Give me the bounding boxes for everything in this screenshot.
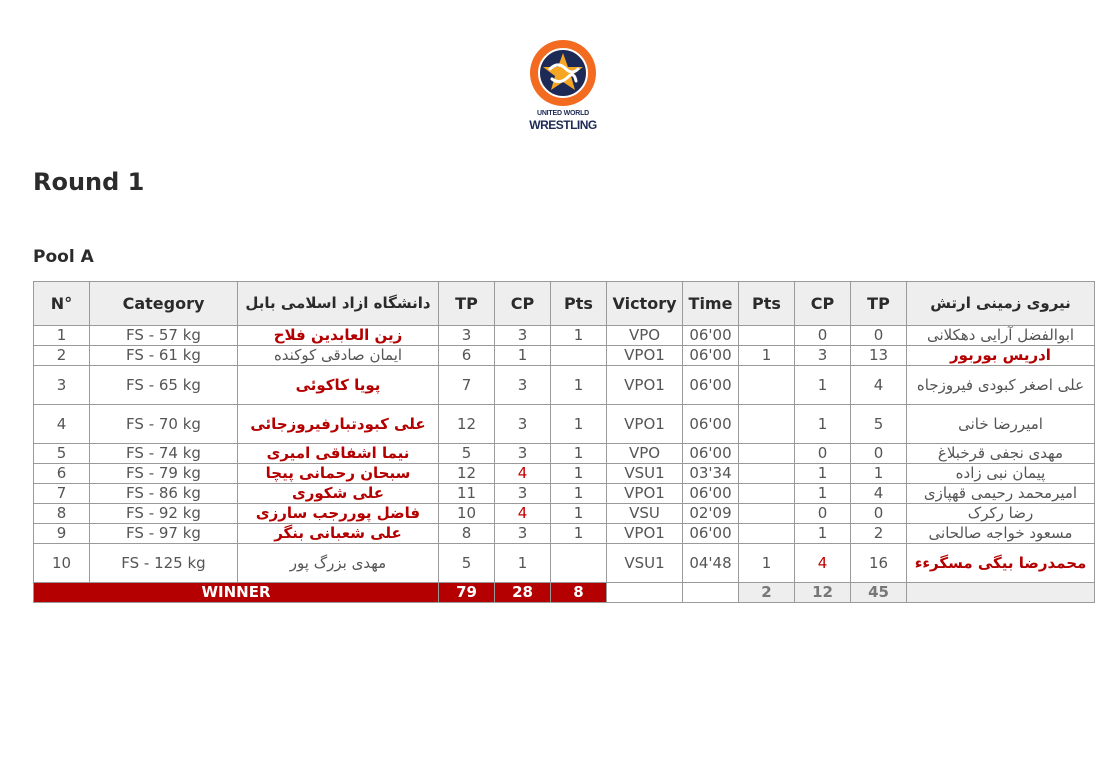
total-time	[683, 583, 739, 603]
cell-wrestler2: علی اصغر کبودی فیروزجاه	[907, 366, 1095, 405]
cell-victory: VPO1	[607, 346, 683, 366]
uww-logo	[528, 39, 598, 134]
cell-tp2: 2	[851, 524, 907, 544]
cell-wrestler1: علی کبودتبارفیروزجائی	[238, 405, 439, 444]
cell-tp2: 0	[851, 504, 907, 524]
total-pts1: 8	[551, 583, 607, 603]
cell-wrestler1: علی شعبانی بنگر	[238, 524, 439, 544]
cell-pts2: 1	[739, 544, 795, 583]
cell-wrestler2: رضا رکرک	[907, 504, 1095, 524]
cell-cp2: 1	[795, 405, 851, 444]
cell-category: FS - 79 kg	[90, 464, 238, 484]
cell-wrestler1: سبحان رحمانی پیچا	[238, 464, 439, 484]
total-pts2: 2	[739, 583, 795, 603]
cell-pts1: 1	[551, 405, 607, 444]
cell-cp1: 3	[495, 405, 551, 444]
cell-wrestler1: زین العابدین فلاح	[238, 326, 439, 346]
table-header-row	[34, 282, 1095, 326]
total-cp1: 28	[495, 583, 551, 603]
cell-category: FS - 65 kg	[90, 366, 238, 405]
table-row	[34, 366, 1095, 405]
logo-line1: UNITED WORLD	[536, 110, 590, 117]
table-row	[34, 444, 1095, 464]
cell-time: 02'09	[683, 504, 739, 524]
cell-wrestler1: فاضل پوررجب سارزی	[238, 504, 439, 524]
cell-no: 5	[34, 444, 90, 464]
cell-cp2: 3	[795, 346, 851, 366]
cell-cp1: 3	[495, 444, 551, 464]
cell-category: FS - 92 kg	[90, 504, 238, 524]
total-tp1: 79	[439, 583, 495, 603]
cell-tp2: 4	[851, 366, 907, 405]
cell-no: 3	[34, 366, 90, 405]
cell-cp2: 1	[795, 464, 851, 484]
cell-wrestler2: مسعود خواجه صالحانی	[907, 524, 1095, 544]
total-team2	[907, 583, 1095, 603]
cell-victory: VPO	[607, 444, 683, 464]
cell-cp2: 1	[795, 484, 851, 504]
header-category: Category	[90, 282, 238, 326]
pool-title: Pool A	[33, 247, 94, 267]
cell-no: 1	[34, 326, 90, 346]
cell-pts2	[739, 405, 795, 444]
total-victory	[607, 583, 683, 603]
results-table	[33, 281, 1095, 603]
cell-no: 8	[34, 504, 90, 524]
round-title: Round 1	[33, 168, 145, 196]
cell-pts1: 1	[551, 326, 607, 346]
table-row	[34, 504, 1095, 524]
cell-time: 06'00	[683, 405, 739, 444]
header-time: Time	[683, 282, 739, 326]
header-no: N°	[34, 282, 90, 326]
cell-cp1: 3	[495, 524, 551, 544]
logo-line2: WRESTLING	[529, 118, 597, 132]
cell-tp1: 12	[439, 405, 495, 444]
cell-category: FS - 74 kg	[90, 444, 238, 464]
total-cp2: 12	[795, 583, 851, 603]
cell-no: 7	[34, 484, 90, 504]
cell-pts2	[739, 524, 795, 544]
cell-category: FS - 125 kg	[90, 544, 238, 583]
cell-cp1: 3	[495, 484, 551, 504]
table-row	[34, 524, 1095, 544]
table-row	[34, 326, 1095, 346]
table-row	[34, 544, 1095, 583]
cell-wrestler2: ابوالفضل آرایی دهکلانی	[907, 326, 1095, 346]
cell-no: 6	[34, 464, 90, 484]
cell-cp1: 1	[495, 346, 551, 366]
cell-tp2: 0	[851, 444, 907, 464]
cell-pts1: 1	[551, 504, 607, 524]
cell-category: FS - 61 kg	[90, 346, 238, 366]
cell-wrestler2: امیررضا خانی	[907, 405, 1095, 444]
cell-tp1: 8	[439, 524, 495, 544]
cell-pts2	[739, 366, 795, 405]
cell-tp2: 0	[851, 326, 907, 346]
cell-wrestler2: امیرمحمد رحیمی قهپازی	[907, 484, 1095, 504]
table-row	[34, 346, 1095, 366]
cell-cp2: 0	[795, 504, 851, 524]
header-pts2: Pts	[739, 282, 795, 326]
header-tp2: TP	[851, 282, 907, 326]
header-tp1: TP	[439, 282, 495, 326]
cell-time: 06'00	[683, 366, 739, 405]
cell-time: 03'34	[683, 464, 739, 484]
totals-row	[34, 583, 1095, 603]
header-cp1: CP	[495, 282, 551, 326]
cell-cp2: 1	[795, 524, 851, 544]
table-row	[34, 484, 1095, 504]
table-row	[34, 405, 1095, 444]
table-row	[34, 464, 1095, 484]
cell-wrestler1: مهدی بزرگ پور	[238, 544, 439, 583]
cell-pts2	[739, 444, 795, 464]
cell-no: 10	[34, 544, 90, 583]
cell-pts1: 1	[551, 524, 607, 544]
cell-victory: VSU	[607, 504, 683, 524]
cell-tp1: 11	[439, 484, 495, 504]
cell-cp1: 3	[495, 326, 551, 346]
cell-time: 06'00	[683, 524, 739, 544]
cell-time: 06'00	[683, 326, 739, 346]
cell-cp1: 4	[495, 464, 551, 484]
cell-tp2: 5	[851, 405, 907, 444]
cell-time: 04'48	[683, 544, 739, 583]
cell-wrestler2: محمدرضا بیگی مسگرءء	[907, 544, 1095, 583]
cell-pts2	[739, 464, 795, 484]
cell-tp1: 10	[439, 504, 495, 524]
cell-tp1: 3	[439, 326, 495, 346]
cell-pts1	[551, 346, 607, 366]
cell-tp1: 5	[439, 544, 495, 583]
cell-pts1: 1	[551, 366, 607, 405]
cell-wrestler1: علی شکوری	[238, 484, 439, 504]
cell-victory: VPO1	[607, 524, 683, 544]
cell-category: FS - 57 kg	[90, 326, 238, 346]
cell-pts2	[739, 326, 795, 346]
cell-no: 9	[34, 524, 90, 544]
header-cp2: CP	[795, 282, 851, 326]
cell-no: 2	[34, 346, 90, 366]
header-victory: Victory	[607, 282, 683, 326]
cell-tp2: 1	[851, 464, 907, 484]
cell-cp2: 0	[795, 444, 851, 464]
cell-wrestler2: پیمان نبی زاده	[907, 464, 1095, 484]
cell-pts1: 1	[551, 444, 607, 464]
cell-time: 06'00	[683, 346, 739, 366]
cell-wrestler1: نیما اشفاقی امیری	[238, 444, 439, 464]
cell-victory: VSU1	[607, 464, 683, 484]
cell-wrestler2: مهدی نجفی قرخبلاغ	[907, 444, 1095, 464]
cell-cp2: 0	[795, 326, 851, 346]
cell-pts2	[739, 484, 795, 504]
uww-emblem-icon	[528, 39, 598, 109]
header-pts1: Pts	[551, 282, 607, 326]
cell-category: FS - 97 kg	[90, 524, 238, 544]
cell-cp1: 4	[495, 504, 551, 524]
cell-tp2: 4	[851, 484, 907, 504]
cell-victory: VPO1	[607, 405, 683, 444]
cell-tp2: 16	[851, 544, 907, 583]
cell-cp1: 3	[495, 366, 551, 405]
total-tp2: 45	[851, 583, 907, 603]
cell-victory: VPO1	[607, 366, 683, 405]
winner-label: WINNER	[34, 583, 439, 603]
cell-pts2	[739, 504, 795, 524]
cell-wrestler2: ادریس بوربور	[907, 346, 1095, 366]
cell-no: 4	[34, 405, 90, 444]
cell-victory: VPO1	[607, 484, 683, 504]
cell-pts1: 1	[551, 484, 607, 504]
cell-pts1: 1	[551, 464, 607, 484]
cell-victory: VSU1	[607, 544, 683, 583]
cell-tp1: 7	[439, 366, 495, 405]
cell-time: 06'00	[683, 444, 739, 464]
cell-wrestler1: پویا کاکوئی	[238, 366, 439, 405]
cell-pts2: 1	[739, 346, 795, 366]
cell-cp2: 1	[795, 366, 851, 405]
cell-category: FS - 86 kg	[90, 484, 238, 504]
cell-time: 06'00	[683, 484, 739, 504]
cell-pts1	[551, 544, 607, 583]
cell-cp2: 4	[795, 544, 851, 583]
header-team2: نیروی زمینی ارتش	[907, 282, 1095, 326]
cell-tp1: 6	[439, 346, 495, 366]
cell-tp1: 12	[439, 464, 495, 484]
cell-category: FS - 70 kg	[90, 405, 238, 444]
cell-tp2: 13	[851, 346, 907, 366]
header-team1: دانشگاه ازاد اسلامی بابل	[238, 282, 439, 326]
cell-cp1: 1	[495, 544, 551, 583]
cell-victory: VPO	[607, 326, 683, 346]
cell-tp1: 5	[439, 444, 495, 464]
cell-wrestler1: ایمان صادقی کوکنده	[238, 346, 439, 366]
